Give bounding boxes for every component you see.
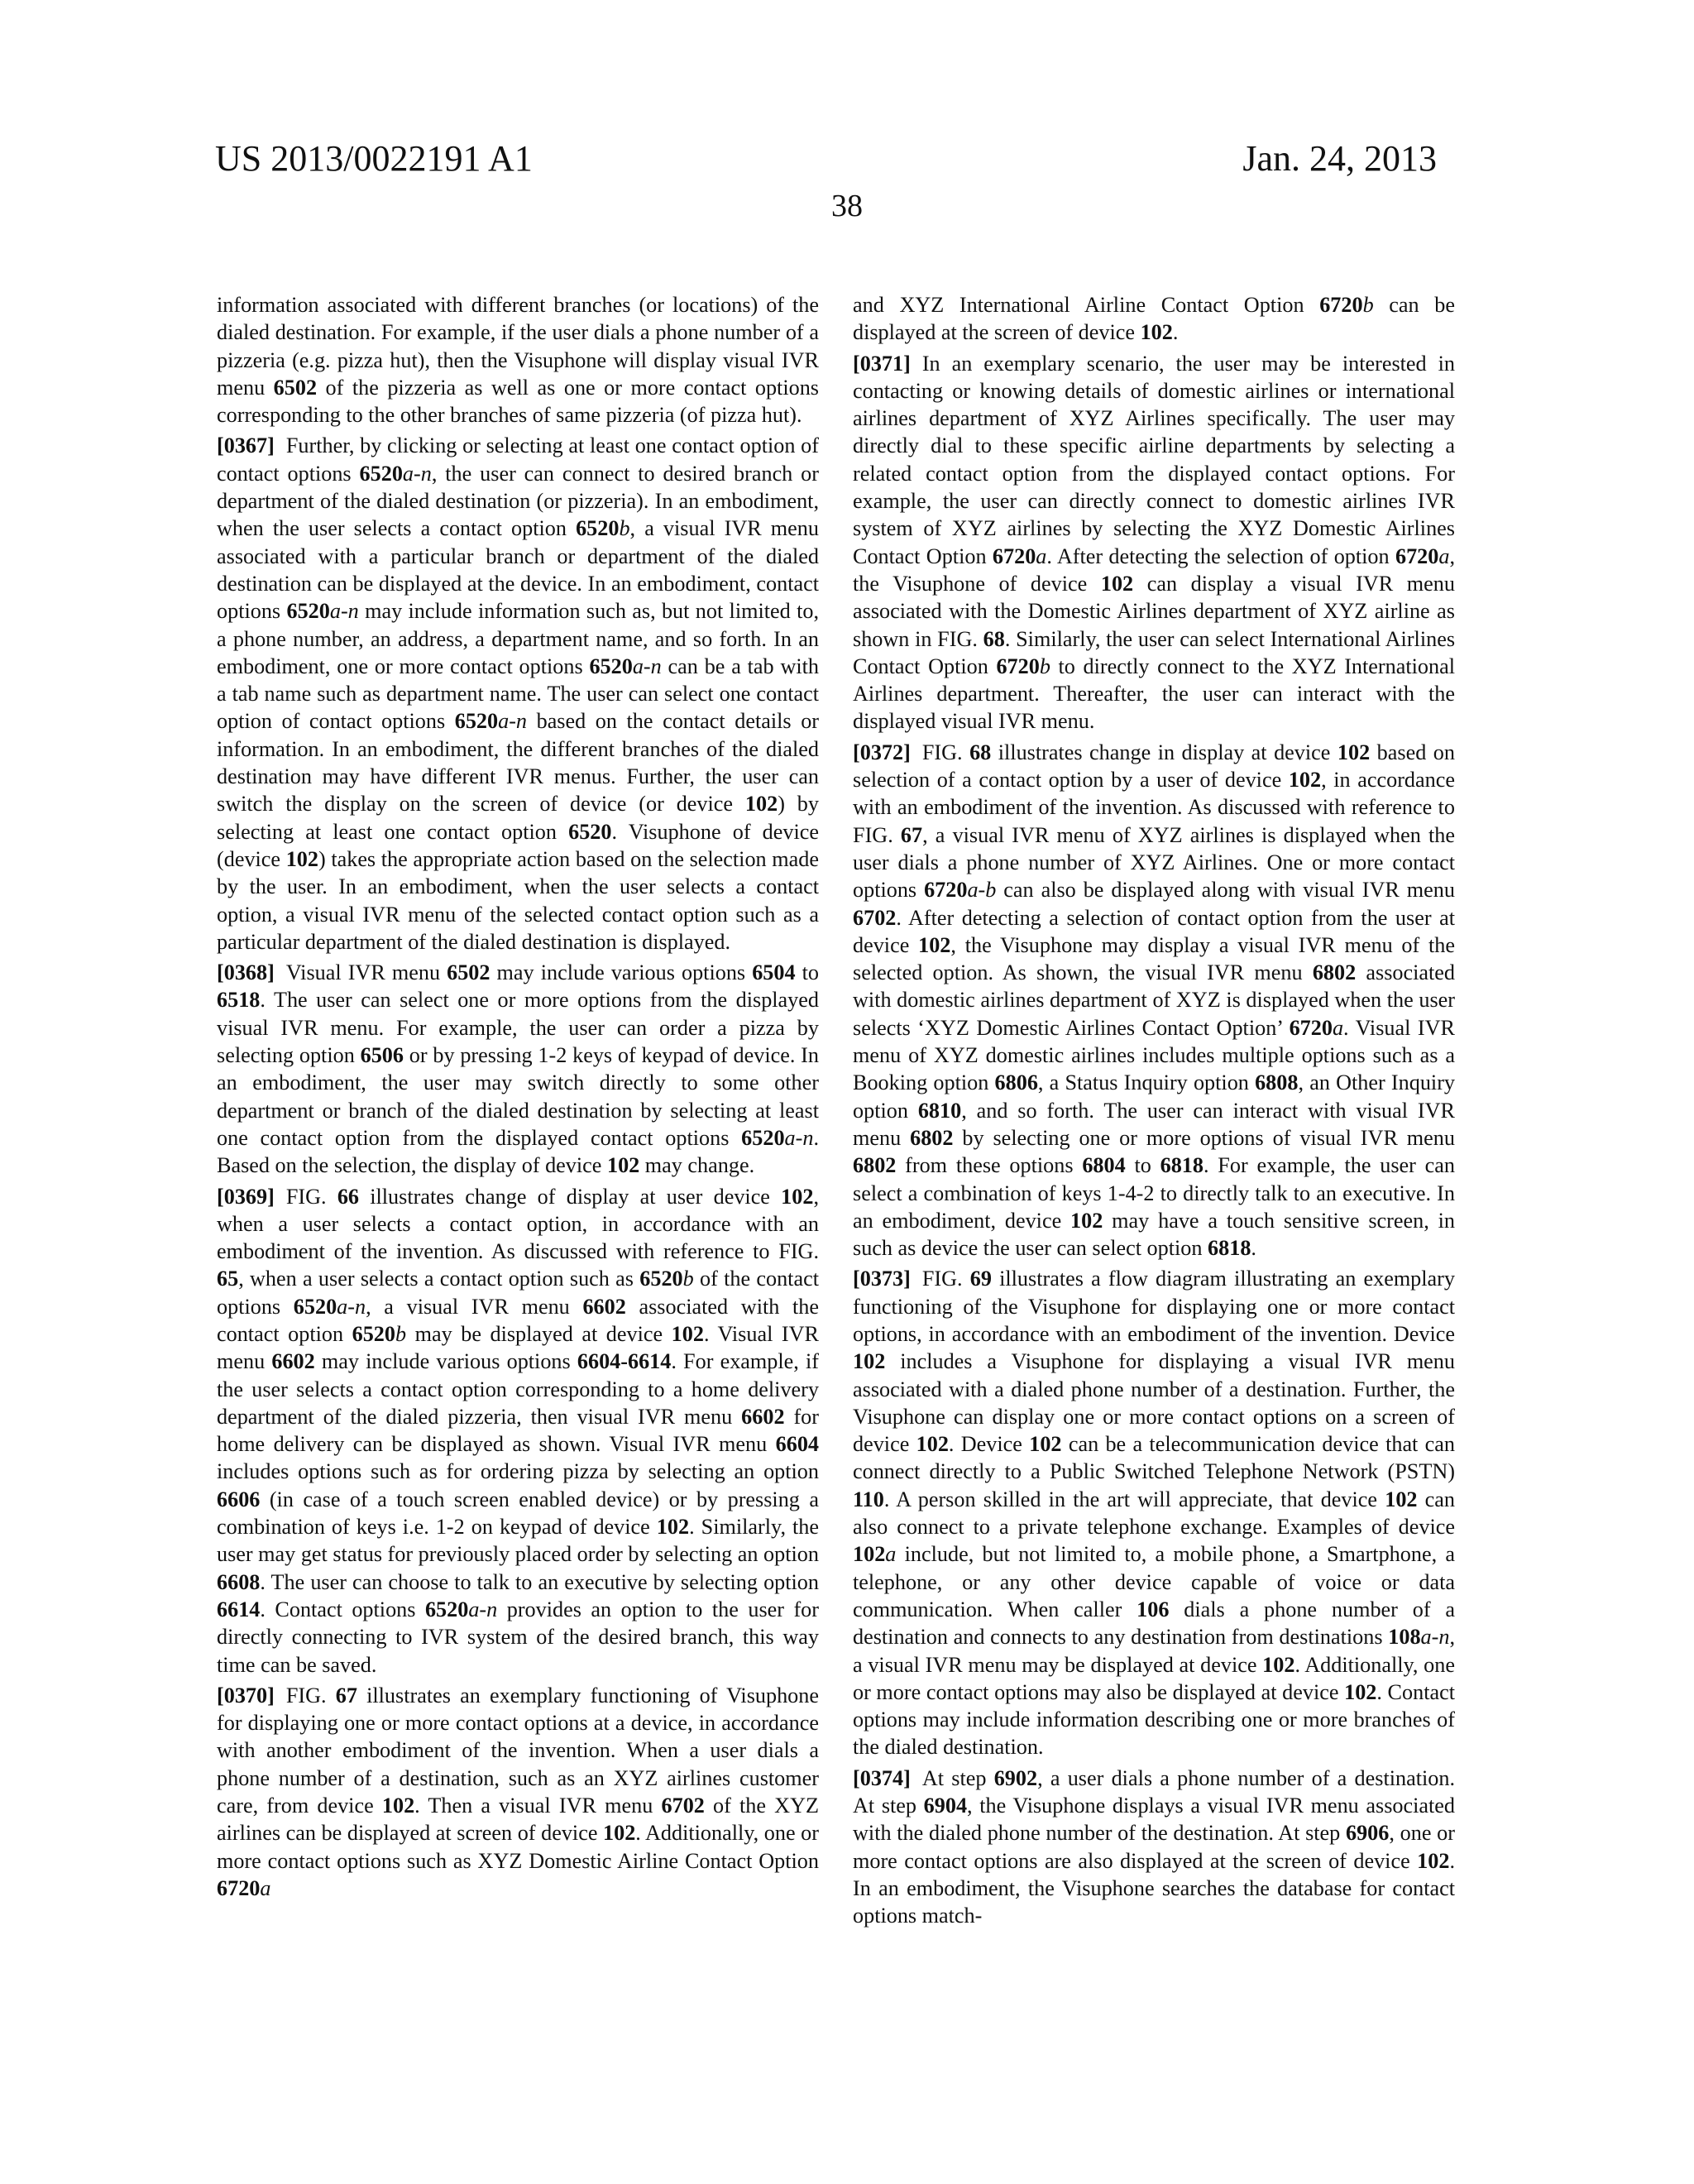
paragraph-number: [0373] [853,1267,911,1291]
paragraph [217,291,819,429]
paragraph [217,1183,819,1679]
paragraph-number: [0368] [217,960,275,985]
paragraph [217,432,819,956]
paragraph-text: and XYZ International Airline Contact Option 6720b can be displayed at the screen of device 102. [853,293,1455,345]
paragraph [217,959,819,1179]
paragraph-number: [0371] [853,351,911,376]
paragraph-number: [0369] [217,1184,275,1209]
paragraph-text: Visual IVR menu 6502 may include various options 6504 to 6518. The user can select one or more options from the displayed visual IVR menu. For example, the user can order a pizza by selecting option 6506 or by pressing 1-2 keys of keypad of device. In an embodiment, the user may switch directly to some other department or branch of the dialed destination by selecting at least one contact option from the displayed contact options 6520a-n. Based on the selection, the display of device 102 may change. [217,960,819,1178]
paragraph-text: information associated with different branches (or locations) of the dialed destination. For example, if the user dials a phone number of a pizzeria (e.g. pizza hut), then the Visuphone will display visual IVR menu 6502 of the pizzeria as well as one or more contact options corresponding to the other branches of same pizzeria (of pizza hut). [217,293,819,428]
patent-number: US 2013/0022191 A1 [215,138,533,179]
paragraph-text: Further, by clicking or selecting at least one contact option of contact options 6520a-n, the user can connect to desired branch or department of the dialed destination (or pizzeria). In an embodiment, when the user selects a contact option 6520b, a visual IVR menu associated with a particular branch or department of the dialed destination can be displayed at the device. In an embodiment, contact options 6520a-n may include information such as, but not limited to, a phone number, an address, a department name, and so forth. In an embodiment, one or more contact options 6520a-n can be a tab with a tab name such as department name. The user can select one contact option of contact options 6520a-n based on the contact details or information. In an embodiment, the different branches of the dialed destination may have different IVR menus. Further, the user can switch the display on the screen of device (or device 102) by selecting at least one contact option 6520. Visuphone of device (device 102) takes the appropriate action based on the selection made by the user. In an embodiment, when the user selects a contact option, a visual IVR menu of the selected contact option such as a particular department of the dialed destination is displayed. [217,433,819,954]
paragraph-text: At step 6902, a user dials a phone number of a destination. At step 6904, the Visuphone displays a visual IVR menu associated with the dialed phone number of the destination. At step 6906, one or more contact options are also displayed at the screen of device 102. In an embodiment, the Visuphone searches the database for contact options match- [853,1765,1455,1928]
publication-date: Jan. 24, 2013 [1242,138,1437,179]
paragraph [217,1682,819,1902]
paragraph-number: [0374] [853,1765,911,1790]
paragraph-text: FIG. 68 illustrates change in display at device 102 based on selection of a contact option by a user of device 102, in accordance with an embodiment of the invention. As discussed with reference to FIG. 67, a visual IVR menu of XYZ airlines is displayed when the user dials a phone number of XYZ Airlines. One or more contact options 6720a-b can also be displayed along with visual IVR menu 6702. After detecting a selection of contact option from the user at device 102, the Visuphone may display a visual IVR menu of the selected option. As shown, the visual IVR menu 6802 associated with domestic airlines department of XYZ is displayed when the user selects ‘XYZ Domestic Airlines Contact Option’ 6720a. Visual IVR menu of XYZ domestic airlines includes multiple options such as a Booking option 6806, a Status Inquiry option 6808, an Other Inquiry option 6810, and so forth. The user can interact with visual IVR menu 6802 by selecting one or more options of visual IVR menu 6802 from these options 6804 to 6818. For example, the user can select a combination of keys 1-4-2 to directly talk to an executive. In an embodiment, device 102 may have a touch sensitive screen, in such as device the user can select option 6818. [853,740,1455,1261]
paragraph-text: FIG. 66 illustrates change of display at user device 102, when a user selects a contact option, in accordance with an embodiment of the invention. As discussed with reference to FIG. 65, when a user selects a contact option such as 6520b of the contact options 6520a-n, a visual IVR menu 6602 associated with the contact option 6520b may be displayed at device 102. Visual IVR menu 6602 may include various options 6604-6614. For example, if the user selects a contact option corresponding to a home delivery department of the dialed pizzeria, then visual IVR menu 6602 for home delivery can be displayed as shown. Visual IVR menu 6604 includes options such as for ordering pizza by selecting an option 6606 (in case of a touch screen enabled device) or by pressing a combination of keys i.e. 1-2 on keypad of device 102. Similarly, the user may get status for previously placed order by selecting an option 6608. The user can choose to talk to an executive by selecting option 6614. Contact options 6520a-n provides an option to the user for directly connecting to IVR system of the desired branch, this way time can be saved. [217,1184,819,1677]
paragraph-text: In an exemplary scenario, the user may be interested in contacting or knowing details of domestic airlines or international airlines department of XYZ Airlines specifically. The user may directly dial to these specific airline departments by selecting a related contact option from the displayed contact options. For example, the user can directly connect to domestic airlines IVR system of XYZ airlines by selecting the XYZ Domestic Airlines Contact Option 6720a. After detecting the selection of option 6720a, the Visuphone of device 102 can display a visual IVR menu associated with the Domestic Airlines department of XYZ airline as shown in FIG. 68. Similarly, the user can select International Airlines Contact Option 6720b to directly connect to the XYZ International Airlines department. Thereafter, the user can interact with the displayed visual IVR menu. [853,351,1455,734]
paragraph [853,291,1455,347]
paragraph [853,739,1455,1262]
paragraph-text: FIG. 67 illustrates an exemplary functioning of Visuphone for displaying one or more contact options at a device, in accordance with another embodiment of the invention. When a user dials a phone number of a destination, such as an XYZ airlines customer care, from device 102. Then a visual IVR menu 6702 of the XYZ airlines can be displayed at screen of device 102. Additionally, one or more contact options such as XYZ Domestic Airline Contact Option 6720a [217,1683,819,1900]
paragraph [853,1765,1455,1930]
paragraph-number: [0367] [217,433,275,458]
paragraph-number: [0370] [217,1683,275,1707]
paragraph-text: FIG. 69 illustrates a flow diagram illustrating an exemplary functioning of the Visuphone for displaying one or more contact options, in accordance with an embodiment of the invention. Device 102 includes a Visuphone for displaying a visual IVR menu associated with a dialed phone number of a destination. Further, the Visuphone can display one or more contact options on a screen of device 102. Device 102 can be a telecommunication device that can connect directly to a Public Switched Telephone Network (PSTN) 110. A person skilled in the art will appreciate, that device 102 can also connect to a private telephone exchange. Examples of device 102a include, but not limited to, a mobile phone, a Smartphone, a telephone, or any other device capable of voice or data communication. When caller 106 dials a phone number of a destination and connects to any destination from destinations 108a-n, a visual IVR menu may be displayed at device 102. Additionally, one or more contact options may also be displayed at device 102. Contact options may include information describing one or more branches of the dialed destination. [853,1267,1455,1760]
paragraph [853,350,1455,735]
paragraph [853,1265,1455,1760]
paragraph-number: [0372] [853,740,911,764]
page-number: 38 [831,189,863,223]
right-text-column [853,291,1455,2136]
left-text-column [217,291,819,2136]
